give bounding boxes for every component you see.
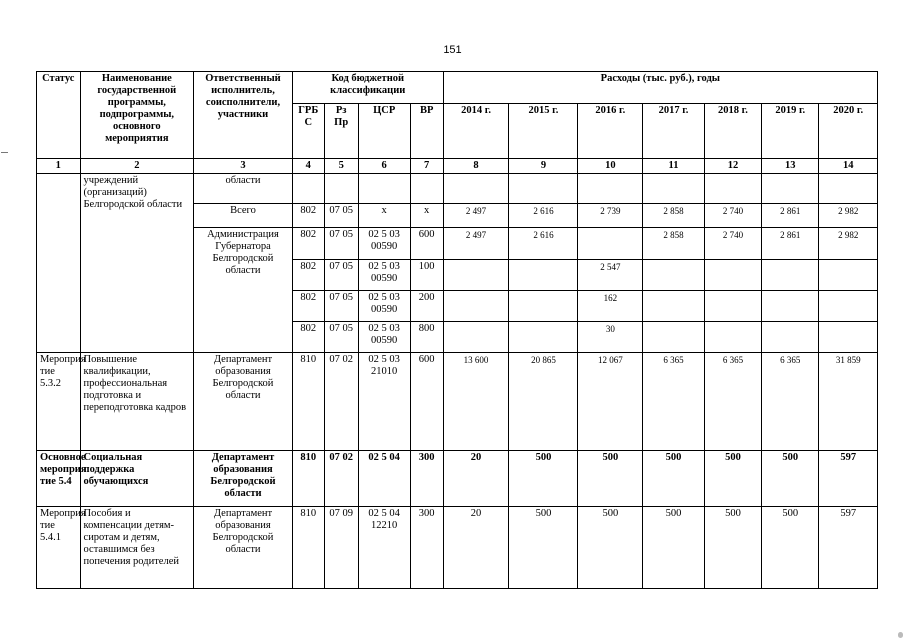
value: 20 (443, 451, 509, 507)
value: 20 865 (509, 353, 578, 451)
value: 13 600 (443, 353, 509, 451)
value: 2 739 (578, 204, 643, 228)
grbs: 802 (292, 322, 324, 353)
vr: 600 (410, 353, 443, 451)
value: 12 067 (578, 353, 643, 451)
header-year: 2019 г. (762, 104, 819, 159)
value (443, 291, 509, 322)
value: 500 (704, 507, 761, 589)
value: 500 (578, 451, 643, 507)
value (509, 260, 578, 291)
col-number: 6 (358, 159, 410, 174)
executor: Департамент образования Белгородской области (194, 507, 293, 589)
value: 500 (762, 507, 819, 589)
value: 500 (643, 451, 705, 507)
vr: 800 (410, 322, 443, 353)
value (443, 260, 509, 291)
value: 500 (509, 507, 578, 589)
value: 2 982 (819, 204, 878, 228)
rzpr: 07 09 (324, 507, 358, 589)
header-status: Статус (37, 72, 81, 159)
value: 500 (509, 451, 578, 507)
rzpr: 07 05 (324, 204, 358, 228)
col-number: 14 (819, 159, 878, 174)
value: 30 (578, 322, 643, 353)
value (643, 322, 705, 353)
col-number: 2 (80, 159, 194, 174)
value: 2 547 (578, 260, 643, 291)
executor: Департамент образования Белгородской области (194, 353, 293, 451)
header-executor: Ответственный исполнитель, соисполнители, участники (194, 72, 293, 159)
value: 500 (578, 507, 643, 589)
grbs: 802 (292, 204, 324, 228)
rzpr: 07 05 (324, 322, 358, 353)
value: 2 861 (762, 204, 819, 228)
header-name: Наименование государственной программы, подпрограммы, основного мероприятия (80, 72, 194, 159)
header-year: 2018 г. (704, 104, 761, 159)
col-number: 8 (443, 159, 509, 174)
vr: 100 (410, 260, 443, 291)
value: 2 858 (643, 204, 705, 228)
csr: 02 5 03 21010 (358, 353, 410, 451)
value (704, 322, 761, 353)
value: 2 740 (704, 204, 761, 228)
value: 500 (704, 451, 761, 507)
header-year: 2016 г. (578, 104, 643, 159)
rzpr: 07 02 (324, 353, 358, 451)
col-number: 11 (643, 159, 705, 174)
vr: 600 (410, 228, 443, 260)
table-row (37, 451, 878, 507)
executor: области (194, 174, 293, 204)
value: 500 (643, 507, 705, 589)
grbs: 810 (292, 353, 324, 451)
col-number: 5 (324, 159, 358, 174)
vr: 200 (410, 291, 443, 322)
rzpr: 07 02 (324, 451, 358, 507)
value (762, 322, 819, 353)
value: 2 616 (509, 228, 578, 260)
grbs: 802 (292, 260, 324, 291)
header-vr: ВР (410, 104, 443, 159)
value: 2 497 (443, 204, 509, 228)
value (762, 260, 819, 291)
rzpr: 07 05 (324, 228, 358, 260)
value: 20 (443, 507, 509, 589)
table-row (37, 353, 878, 451)
csr: 02 5 03 00590 (358, 260, 410, 291)
csr: 02 5 03 00590 (358, 291, 410, 322)
table-row (37, 507, 878, 589)
grbs: 802 (292, 291, 324, 322)
value (443, 322, 509, 353)
header-budget-code: Код бюджетной классификации (292, 72, 443, 104)
value: 2 740 (704, 228, 761, 260)
vr: х (410, 204, 443, 228)
grbs: 810 (292, 507, 324, 589)
value: 6 365 (704, 353, 761, 451)
value (762, 291, 819, 322)
budget-table (36, 71, 878, 589)
value (819, 260, 878, 291)
col-number: 3 (194, 159, 293, 174)
status-cell: Мероприя тие 5.4.1 (37, 507, 81, 589)
rzpr: 07 05 (324, 291, 358, 322)
value (643, 291, 705, 322)
value (643, 260, 705, 291)
program-name: учреждений (организаций) Белгородской области (80, 174, 194, 353)
value (578, 228, 643, 260)
value: 597 (819, 507, 878, 589)
page-number: 151 (443, 44, 462, 56)
status-cell (37, 174, 81, 353)
table-row (37, 174, 878, 204)
csr: х (358, 204, 410, 228)
header-expenses: Расходы (тыс. руб.), годы (443, 72, 877, 104)
header-csr: ЦСР (358, 104, 410, 159)
value: 2 616 (509, 204, 578, 228)
value: 2 497 (443, 228, 509, 260)
col-number: 4 (292, 159, 324, 174)
header-year: 2015 г. (509, 104, 578, 159)
csr: 02 5 03 00590 (358, 322, 410, 353)
header-year: 2014 г. (443, 104, 509, 159)
col-number: 7 (410, 159, 443, 174)
value (704, 260, 761, 291)
value: 6 365 (643, 353, 705, 451)
value (509, 322, 578, 353)
grbs: 802 (292, 228, 324, 260)
column-numbers-row (37, 159, 878, 174)
col-number: 10 (578, 159, 643, 174)
executor-total: Всего (194, 204, 293, 228)
header-grbs: ГРБ С (292, 104, 324, 159)
vr: 300 (410, 507, 443, 589)
program-name: Повышение квалификации, профессиональная подготовка и переподготовка кадров (80, 353, 194, 451)
csr: 02 5 04 12210 (358, 507, 410, 589)
executor: Департамент образования Белгородской области (194, 451, 293, 507)
value: 6 365 (762, 353, 819, 451)
col-number: 9 (509, 159, 578, 174)
scan-mark (1, 152, 8, 153)
value (819, 322, 878, 353)
value (704, 291, 761, 322)
value: 31 859 (819, 353, 878, 451)
csr: 02 5 04 (358, 451, 410, 507)
vr: 300 (410, 451, 443, 507)
value: 2 982 (819, 228, 878, 260)
value (819, 291, 878, 322)
header-rzpr: Рз Пр (324, 104, 358, 159)
value: 162 (578, 291, 643, 322)
program-name: Пособия и компенсации детям-сиротам и детям, оставшимся без попечения родителей (80, 507, 194, 589)
rzpr: 07 05 (324, 260, 358, 291)
value: 2 861 (762, 228, 819, 260)
grbs: 810 (292, 451, 324, 507)
status-cell: Основное мероприя тие 5.4 (37, 451, 81, 507)
scan-dot (898, 632, 903, 638)
header-year: 2017 г. (643, 104, 705, 159)
status-cell: Мероприя тие 5.3.2 (37, 353, 81, 451)
value: 2 858 (643, 228, 705, 260)
col-number: 13 (762, 159, 819, 174)
col-number: 1 (37, 159, 81, 174)
csr: 02 5 03 00590 (358, 228, 410, 260)
program-name: Социальная поддержка обучающихся (80, 451, 194, 507)
executor: Администрация Губернатора Белгородской области (194, 228, 293, 353)
value: 500 (762, 451, 819, 507)
value (509, 291, 578, 322)
value: 597 (819, 451, 878, 507)
header-year: 2020 г. (819, 104, 878, 159)
col-number: 12 (704, 159, 761, 174)
